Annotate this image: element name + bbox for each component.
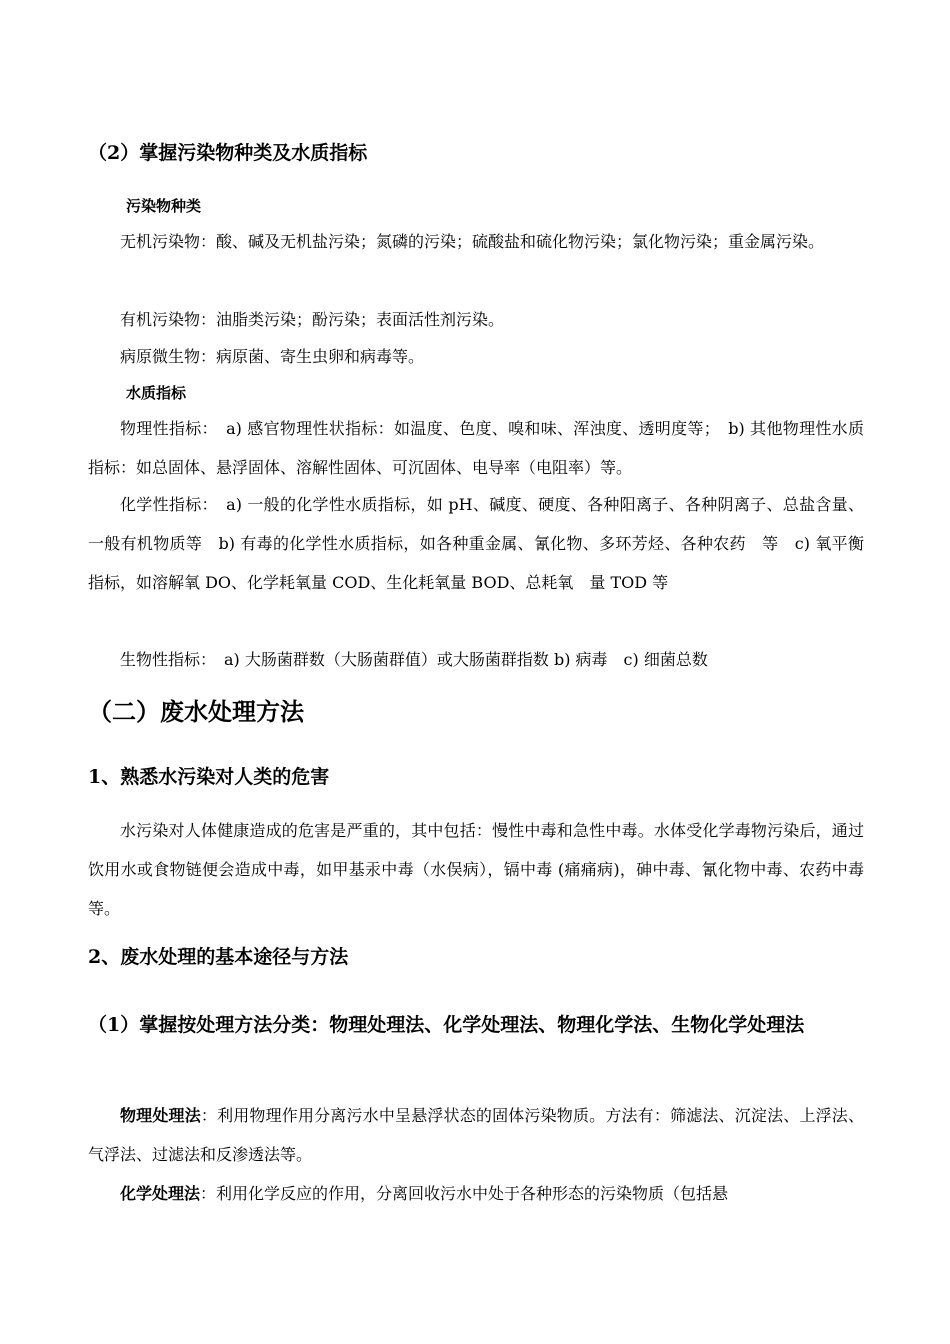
- section-heading-treatment-approaches: 2、废水处理的基本途径与方法: [88, 946, 349, 968]
- chapter-heading-wastewater-treatment: （二）废水处理方法: [88, 697, 304, 726]
- subheading-pollutant-types: 污染物种类: [126, 197, 202, 215]
- paragraph-chemical-treatment: [88, 1174, 864, 1213]
- paragraph-physical-indicators: 物理性指标： a) 感官物理性状指标：如温度、色度、嗅和味、浑浊度、透明度等； b) 其他物理性水质指标：如总固体、悬浮固体、溶解性固体、可沉固体、电导率（电阻率）等。: [88, 419, 864, 477]
- term-chemical-treatment: 化学处理法: [120, 1184, 201, 1203]
- section-heading-water-pollution-harm: 1、熟悉水污染对人类的危害: [88, 766, 330, 788]
- paragraph-physical-treatment: [88, 1096, 864, 1174]
- paragraph-water-pollution-harm: 水污染对人体健康造成的危害是严重的，其中包括：慢性中毒和急性中毒。水体受化学毒物污染后，通过饮用水或食物链便会造成中毒，如甲基汞中毒（水俣病），镉中毒 (痛痛病)，砷中毒、氰化物中毒、农药中毒等。: [88, 821, 864, 918]
- term-physical-treatment: 物理处理法: [120, 1106, 201, 1125]
- paragraph-inorganic-pollutants: 无机污染物：酸、碱及无机盐污染；氮磷的污染；硫酸盐和硫化物污染；氯化物污染；重金属污染。: [120, 232, 825, 251]
- text-physical-treatment: ：利用物理作用分离污水中呈悬浮状态的固体污染物质。方法有：筛滤法、沉淀法、上浮法、气浮法、过滤法和反渗透法等。: [88, 1106, 864, 1164]
- paragraph-organic-pollutants: 有机污染物：油脂类污染；酚污染；表面活性剂污染。: [120, 310, 505, 329]
- paragraph-chemical-indicators: 化学性指标： a) 一般的化学性水质指标，如 pH、碱度、硬度、各种阳离子、各种阴离子、总盐含量、一般有机物质等 b) 有毒的化学性水质指标，如各种重金属、氰化物、多环芳烃、各种农药 等 c) 氧平衡指标，如溶解氧 DO、化学耗氧量 COD、生化耗氧量 BOD、总耗氧 量 TOD 等: [88, 495, 864, 592]
- paragraph-pathogens: 病原微生物：病原菌、寄生虫卵和病毒等。: [120, 347, 425, 366]
- paragraph-biological-indicators: 生物性指标： a) 大肠菌群数（大肠菌群值）或大肠菌群指数 b) 病毒 c) 细菌总数: [120, 650, 708, 669]
- text-chemical-treatment: ：利用化学反应的作用，分离回收污水中处于各种形态的污染物质（包括悬: [200, 1184, 729, 1203]
- section-heading-treatment-classification: （1）掌握按处理方法分类：物理处理法、化学处理法、物理化学法、生物化学处理法: [88, 1014, 805, 1036]
- subheading-water-quality-indicators: 水质指标: [126, 384, 187, 402]
- section-heading-pollutants-indicators: （2）掌握污染物种类及水质指标: [88, 142, 368, 164]
